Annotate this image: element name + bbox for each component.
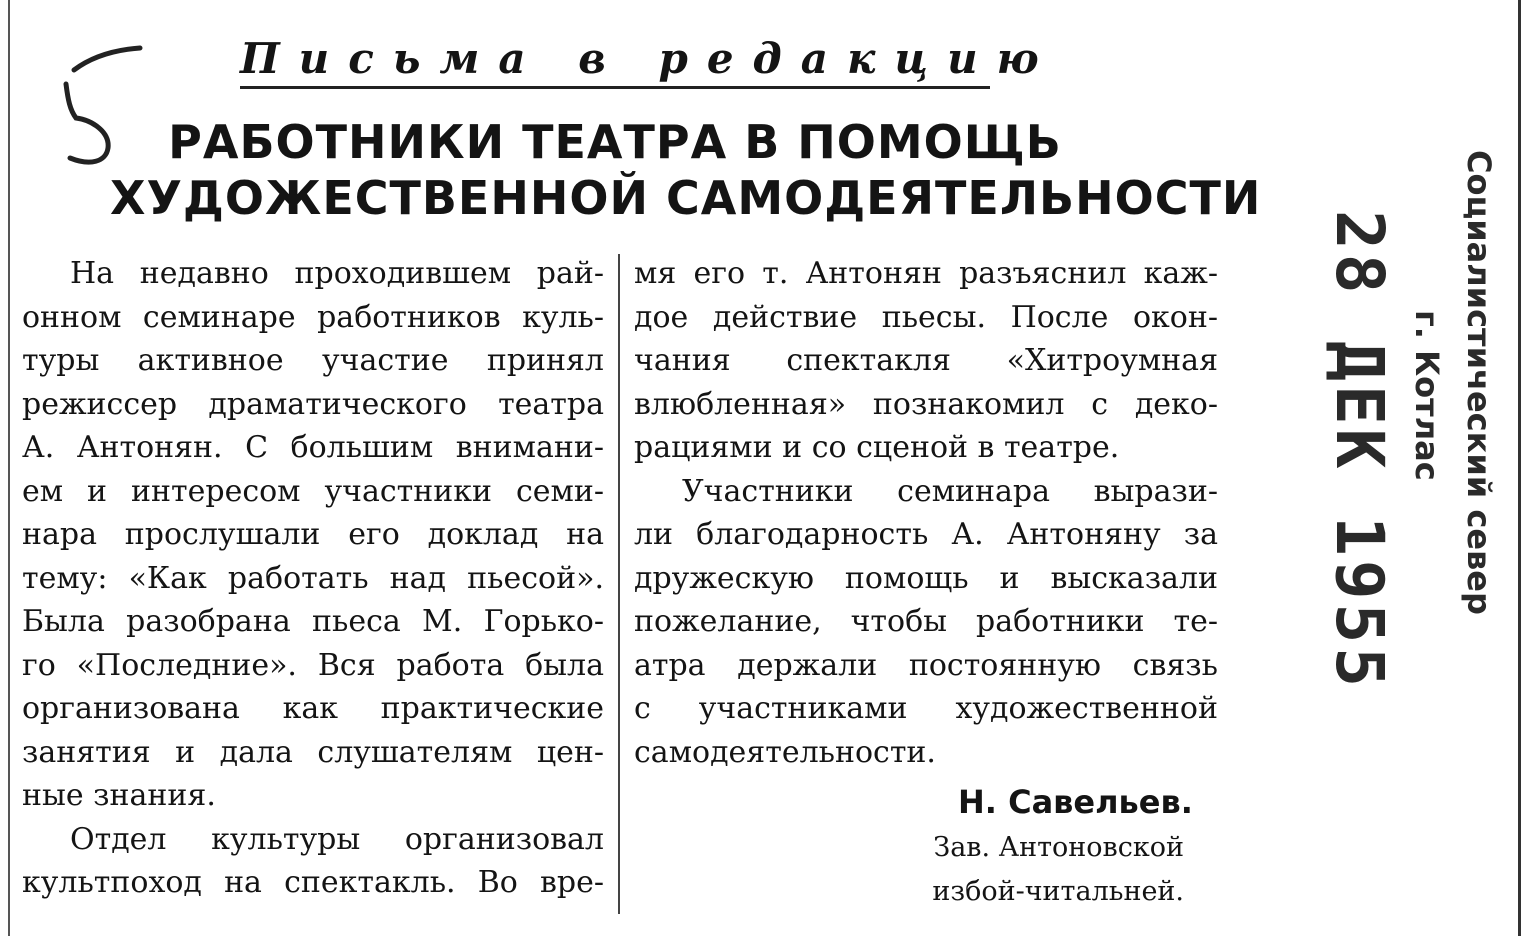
paragraph <box>634 252 1218 470</box>
text-line: занятия и дала слушателям цен- <box>22 734 604 770</box>
text-line: ли благодарность А. Антоняну за <box>634 517 1218 552</box>
text-line: дружескую помощь и высказали <box>634 560 1218 596</box>
author-role <box>884 826 1184 914</box>
text-line: Была разобрана пьеса М. Горько- <box>22 604 604 639</box>
text-line: самодеятельности. <box>634 734 936 770</box>
text-line: организована как практические <box>22 691 604 726</box>
rubric-underline <box>240 86 990 89</box>
text-line: А. Антонян. С большим внимани- <box>22 430 604 465</box>
text-line: тему: «Как работать над пьесой». <box>22 560 604 596</box>
rubric-title: Письма в редакцию <box>240 34 1058 83</box>
date-stamp <box>1290 150 1520 690</box>
article-column-1 <box>22 252 604 905</box>
text-line: чания спектакля «Хитроумная <box>634 343 1218 378</box>
author-role-line-1: Зав. Антоновской <box>933 832 1184 863</box>
author-role-line-2: избой-читальней. <box>932 876 1184 907</box>
headline-line-2: ХУДОЖЕСТВЕННОЙ САМОДЕЯТЕЛЬНОСТИ <box>110 171 1262 225</box>
text-line: с участниками художественной <box>634 691 1218 726</box>
text-line: дое действие пьесы. После окон- <box>634 299 1218 335</box>
article-headline <box>110 114 1262 226</box>
text-line: ем и интересом участники семи- <box>22 473 604 509</box>
column-divider <box>618 254 620 914</box>
stamp-city: г. Котлас <box>1408 310 1446 481</box>
paragraph <box>634 470 1218 775</box>
text-line: пожелание, чтобы работники те- <box>634 604 1218 639</box>
text-line: туры активное участие принял <box>22 343 604 378</box>
article-column-2 <box>634 252 1218 774</box>
text-line: ные знания. <box>22 778 216 813</box>
text-line: режиссер драматического театра <box>22 386 604 422</box>
text-line: Участники семинара вырази- <box>682 473 1218 509</box>
text-line: го «Последние». Вся работа была <box>22 647 604 683</box>
stamp-date: 28 ДЕК 1955 <box>1321 210 1398 692</box>
paragraph <box>22 252 604 818</box>
text-line: Отдел культуры организовал <box>70 821 604 857</box>
text-line: мя его т. Антонян разъяснил каж- <box>634 256 1218 291</box>
text-line: рациями и со сценой в театре. <box>634 430 1120 465</box>
author-signature: Н. Савельев. <box>958 783 1193 821</box>
text-line: нара прослушали его доклад на <box>22 517 604 552</box>
headline-line-1: РАБОТНИКИ ТЕАТРА В ПОМОЩЬ <box>168 115 1062 169</box>
text-line: влюбленная» познакомил с деко- <box>634 386 1218 422</box>
text-line: атра держали постоянную связь <box>634 647 1218 683</box>
text-line: На недавно проходившем рай- <box>70 256 604 291</box>
text-line: онном семинаре работников куль- <box>22 299 604 335</box>
clipping-left-edge <box>8 0 10 936</box>
paragraph <box>22 818 604 905</box>
text-line: культпоход на спектакль. Во вре- <box>22 865 604 900</box>
stamp-publication: Социалистический север <box>1460 150 1498 615</box>
